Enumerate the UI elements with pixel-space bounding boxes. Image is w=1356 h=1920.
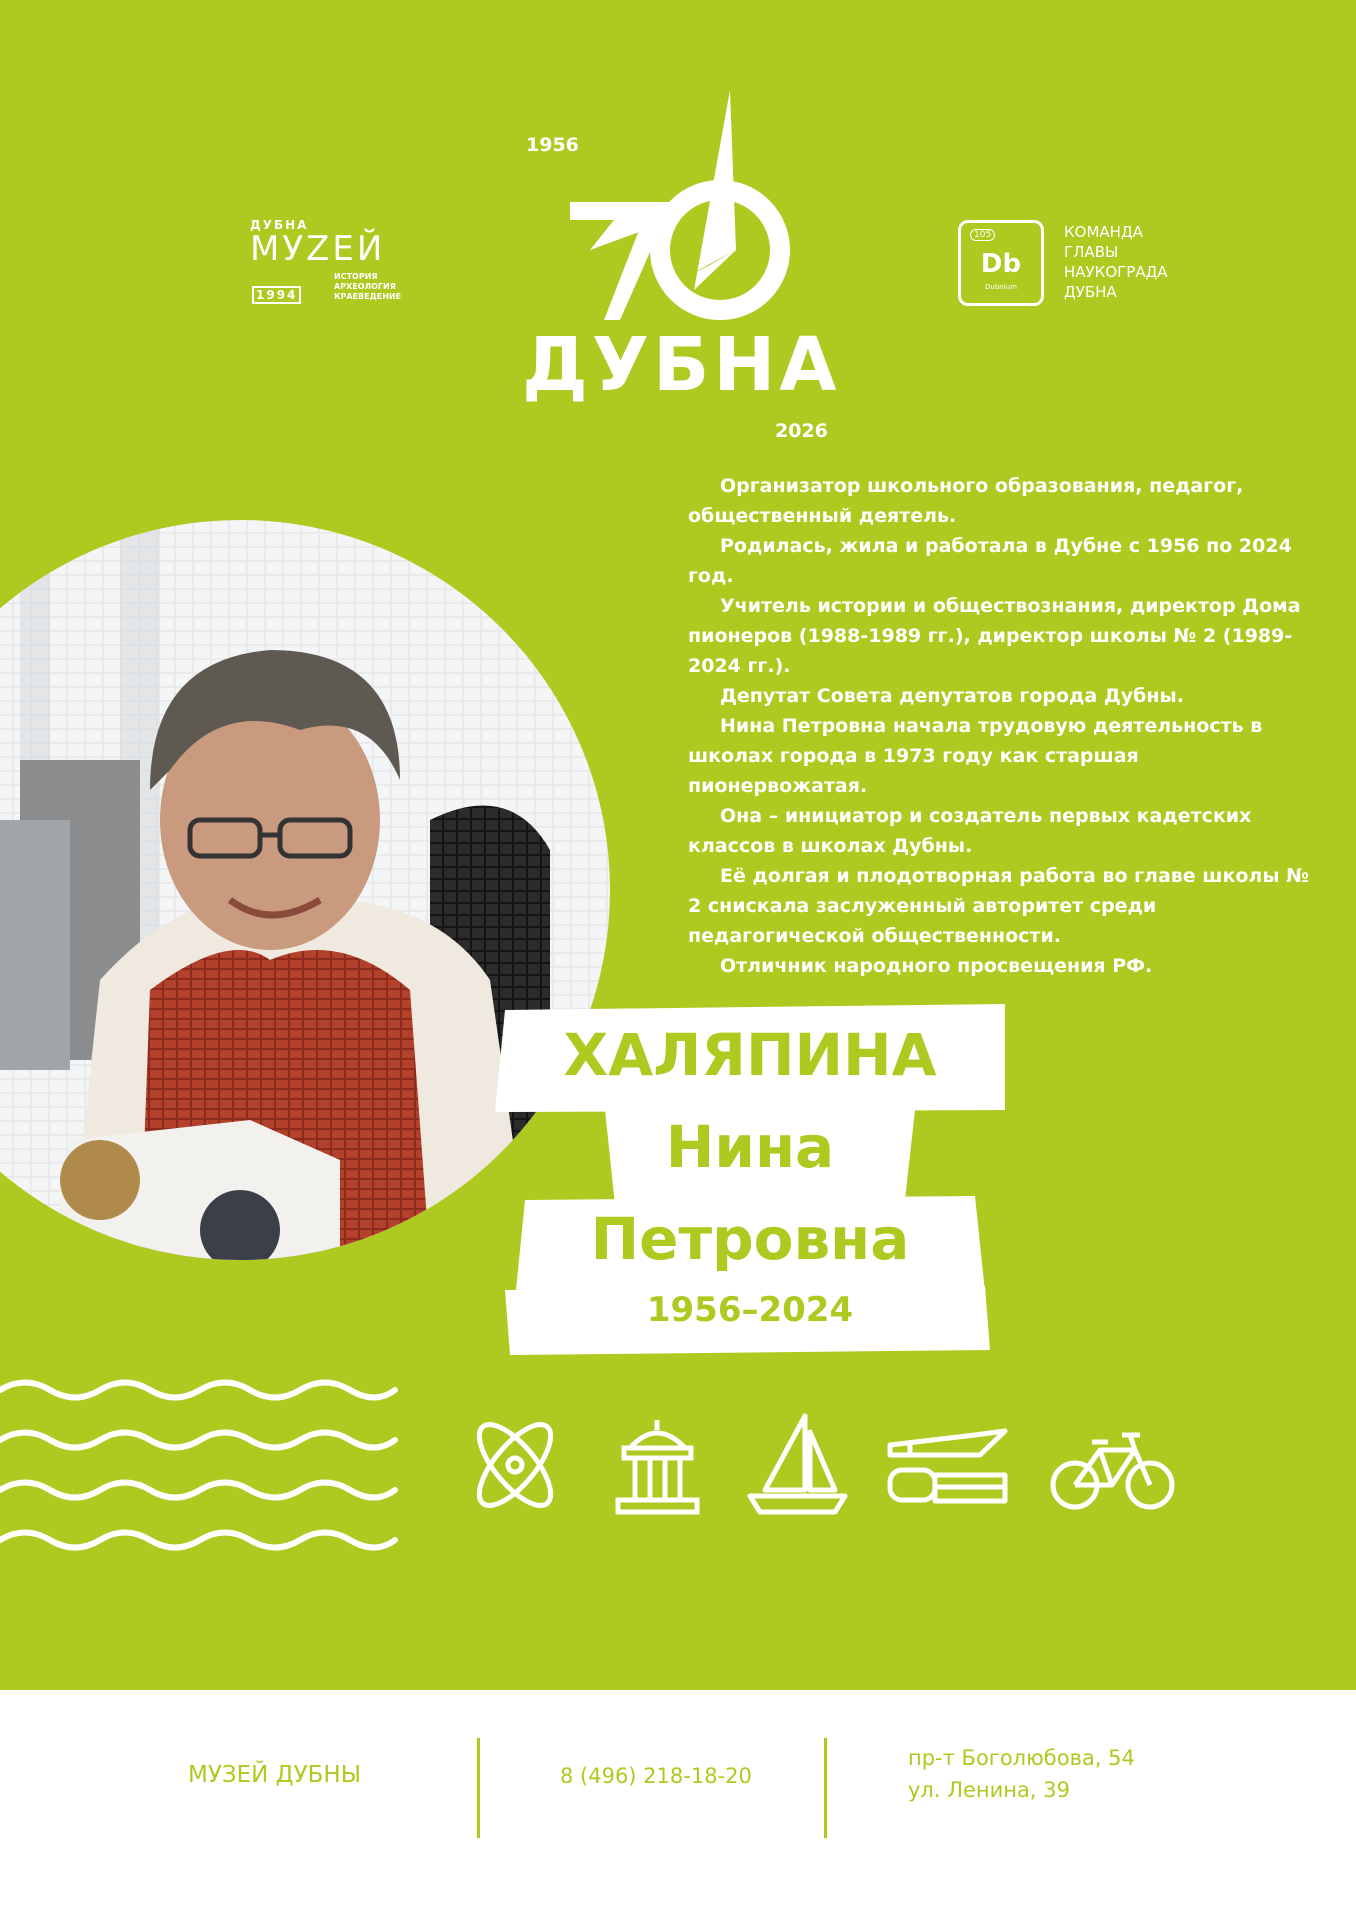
museum-logo-city: ДУБНА bbox=[250, 218, 309, 232]
year-start: 1956 bbox=[526, 134, 579, 156]
museum-logo-subtitle-3: КРАЕВЕДЕНИЕ bbox=[334, 292, 402, 301]
person-years: 1956–2024 bbox=[646, 1290, 854, 1330]
biography-text bbox=[688, 471, 1318, 981]
team-text-line: КОМАНДА bbox=[1064, 223, 1143, 241]
dubnium-element-logo bbox=[958, 220, 1044, 306]
museum-logo-subtitle-2: АРХЕОЛОГИЯ bbox=[334, 282, 396, 291]
bio-paragraph: Отличник народного просвещения РФ. bbox=[720, 955, 1153, 977]
footer-divider bbox=[477, 1738, 480, 1838]
team-text-line: ДУБНА bbox=[1064, 283, 1117, 301]
footer-phone: 8 (496) 218-18-20 bbox=[560, 1764, 752, 1788]
element-name: Dubnium bbox=[985, 283, 1017, 291]
team-logo-text bbox=[1064, 222, 1168, 302]
bio-paragraph: Учитель истории и обществознания, директор Дома пионеров (1988-1989 гг.), директор школы № 2 (1989-2024 гг.). bbox=[688, 595, 1301, 677]
element-symbol: Db bbox=[980, 249, 1022, 279]
atom-icon bbox=[460, 1415, 580, 1515]
bio-paragraph: Организатор школьного образования, педагог, общественный деятель. bbox=[688, 475, 1244, 527]
footer bbox=[0, 1690, 1356, 1920]
anniversary-city-word: ДУБНА bbox=[522, 322, 841, 408]
bio-paragraph: Родилась, жила и работала в Дубне с 1956 по 2024 год. bbox=[688, 535, 1292, 587]
museum-logo-year: 1994 bbox=[252, 286, 301, 304]
person-patronymic: Петровна bbox=[590, 1205, 910, 1273]
bicycle-icon bbox=[1050, 1430, 1175, 1515]
museum-logo bbox=[250, 218, 402, 308]
museum-logo-subtitle-1: ИСТОРИЯ bbox=[334, 272, 378, 281]
bio-paragraph: Она – инициатор и создатель первых кадетских классов в школах Дубны. bbox=[688, 805, 1252, 857]
year-end: 2026 bbox=[775, 420, 828, 442]
museum-logo-name: МУZЕЙ bbox=[250, 229, 386, 269]
team-text-line: НАУКОГРАДА bbox=[1064, 263, 1168, 281]
bio-paragraph: Нина Петровна начала трудовую деятельность в школах города в 1973 году как старшая пионервожатая. bbox=[688, 715, 1263, 797]
team-text-line: ГЛАВЫ bbox=[1064, 243, 1119, 261]
person-surname: ХАЛЯПИНА bbox=[563, 1021, 937, 1089]
footer-address-2: ул. Ленина, 39 bbox=[908, 1778, 1070, 1802]
person-first-name: Нина bbox=[665, 1113, 835, 1181]
bio-paragraph: Её долгая и плодотворная работа во главе школы № 2 снискала заслуженный авторитет среди педагогической общественности. bbox=[688, 865, 1309, 947]
anniversary-70-emblem bbox=[560, 90, 800, 340]
footer-museum-name: МУЗЕЙ ДУБНЫ bbox=[188, 1762, 362, 1788]
bio-paragraph: Депутат Совета депутатов города Дубны. bbox=[720, 685, 1184, 707]
footer-address-1: пр-т Боголюбова, 54 bbox=[908, 1746, 1135, 1770]
rotunda-icon bbox=[610, 1418, 705, 1518]
element-number: 105 bbox=[970, 229, 995, 241]
sailboat-icon bbox=[745, 1412, 850, 1516]
rocket-monument-icon bbox=[885, 1425, 1010, 1510]
wave-lines-decoration bbox=[0, 1370, 400, 1560]
footer-divider bbox=[824, 1738, 827, 1838]
